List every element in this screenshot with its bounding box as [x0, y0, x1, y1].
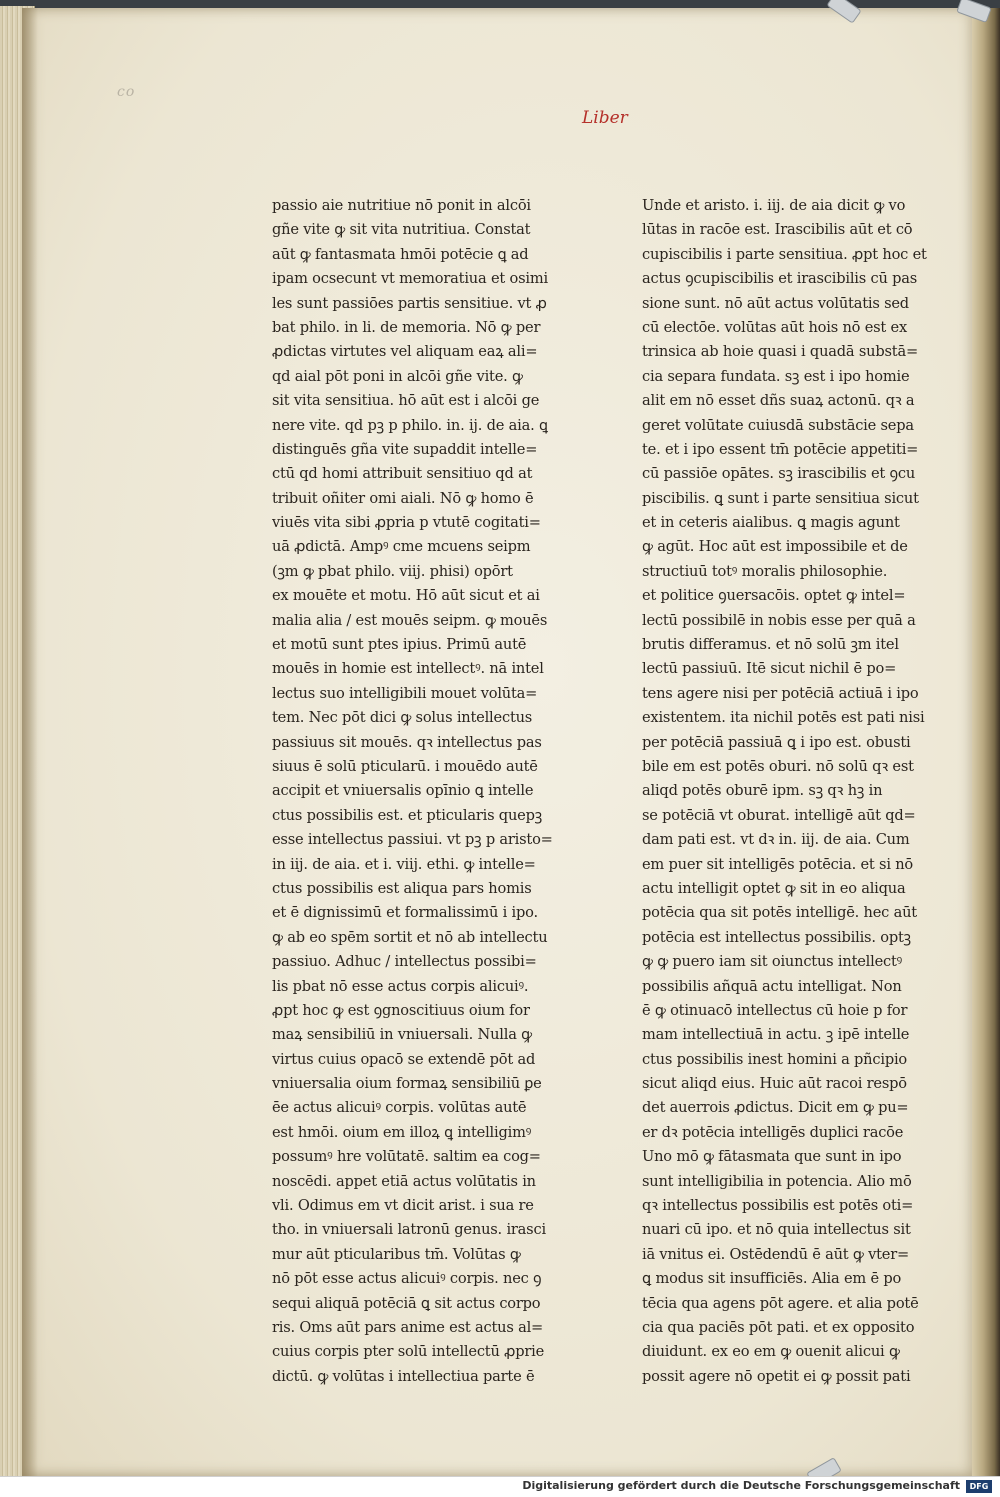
text-line: cū electōe. volūtas aūt hois nō est ex [642, 318, 907, 336]
text-line: ex mouēte et motu. Hō aūt sicut et ai [272, 587, 540, 605]
text-line: ctus possibilis est aliqua pars homis [272, 879, 532, 897]
text-line: distinguēs gña vite supaddit intelle= [272, 440, 538, 458]
text-line: (ꝫm ꝙ pbat philo. viij. phisi) opōrt [272, 562, 513, 580]
text-line: lis pbat nō esse actus corpis alicuiꝰ. [272, 977, 529, 995]
right-page-edge [972, 8, 1000, 1476]
text-line: viuēs vita sibi ꝓpria p vtutē cogitati= [272, 514, 541, 532]
text-line: ꝙ ꝙ puero iam sit oiunctus intellectꝰ [642, 953, 903, 971]
running-head: Liber [582, 108, 628, 128]
text-line: potēcia est intellectus possibilis. optꝫ [642, 928, 911, 946]
text-line: in iij. de aia. et i. viij. ethi. ꝙ intelle= [272, 855, 536, 873]
text-line: se potēciā vt oburat. intelligē aūt qd= [642, 806, 916, 824]
text-line: existentem. ita nichil potēs est pati nisi [642, 709, 925, 727]
text-line: malia alia / est mouēs seipm. ꝙ mouēs [272, 611, 548, 629]
page-gutter-shadow [22, 8, 38, 1476]
text-line: nō pōt esse actus alicuiꝰ corpis. nec ꝯ [272, 1270, 542, 1288]
text-line: maꝝ sensibiliū in vniuersali. Nulla ꝙ [272, 1026, 532, 1044]
text-line: bat philo. in li. de memoria. Nō ꝙ per [272, 318, 541, 336]
dfg-logo: DFG [966, 1480, 992, 1493]
text-line: alit em nō esset dñs suaꝝ actonū. qꝛ a [642, 392, 915, 410]
text-line: det auerrois ꝓdictus. Dicit em ꝙ pu= [642, 1099, 909, 1117]
text-line: bile em est potēs oburi. nō solū qꝛ est [642, 757, 914, 775]
text-line: ipam ocsecunt vt memoratiua et osimi [272, 270, 548, 288]
footer-bar [0, 1476, 1000, 1497]
text-line: virtus cuius opacō se extendē pōt ad [272, 1050, 536, 1068]
text-line: tribuit oñiter omi aiali. Nō ꝙ homo ē [272, 489, 534, 507]
text-line: actus ꝯcupiscibilis et irascibilis cū pas [642, 270, 918, 288]
text-line: tēcia qua agens pōt agere. et alia potē [642, 1294, 919, 1312]
text-line: sequi aliquā potēciā ꝗ sit actus corpo [272, 1294, 541, 1312]
text-line: aliqd potēs oburē ipm. sꝫ qꝛ hꝫ in [642, 782, 883, 800]
text-line: lectū possibilē in nobis esse per quā a [642, 611, 916, 629]
text-line: Unde et aristo. i. iij. de aia dicit ꝙ vo [642, 197, 906, 214]
text-line: cupiscibilis i parte sensitiua. ꝓpt hoc et [642, 245, 927, 263]
text-line: les sunt passiōes partis sensitiue. vt ꝓ [272, 294, 547, 312]
text-line: ctus possibilis est. et pticularis quepꝫ [272, 806, 542, 824]
text-line: sit vita sensitiua. hō aūt est i alcōi ge [272, 392, 540, 410]
text-line: per potēciā passiuā ꝗ i ipo est. obusti [642, 733, 911, 751]
text-line: diuidunt. ex eo em ꝙ ouenit alicui ꝙ [642, 1343, 900, 1361]
text-line: em puer sit intelligēs potēcia. et si nō [642, 855, 914, 873]
text-line: mam intellectiuā in actu. ꝫ ipē intelle [642, 1026, 910, 1044]
text-line: piscibilis. ꝗ sunt i parte sensitiua sicut [642, 489, 919, 507]
pencil-folio-mark: co [117, 84, 136, 100]
text-line: passiuo. Adhuc / intellectus possibi= [272, 953, 537, 971]
text-line: vniuersalia oium formaꝝ sensibiliū ꝑe [272, 1075, 542, 1093]
text-line: geret volūtate cuiusdā substācie sepa [642, 416, 914, 434]
text-line: accipit et vniuersalis opīnio ꝗ intelle [272, 782, 534, 800]
text-line: lūtas in racōe est. Irascibilis aūt et cō [642, 221, 913, 239]
text-line: qꝛ intellectus possibilis est potēs oti= [642, 1197, 914, 1215]
text-line: actu intelligit optet ꝙ sit in eo aliqua [642, 879, 906, 897]
text-line: et politice ꝯuersacōis. optet ꝙ intel= [642, 587, 906, 605]
text-line: noscēdi. appet etiā actus volūtatis in [272, 1172, 536, 1190]
text-line: ē ꝙ otinuacō intellectus cū hoie p for [642, 1001, 908, 1019]
text-line: possumꝰ hre volūtatē. saltim ea cog= [272, 1148, 541, 1166]
text-line: ꝗ modus sit insufficiēs. Alia em ē po [642, 1270, 902, 1288]
text-line: qd aial pōt poni in alcōi gñe vite. ꝙ [272, 367, 523, 385]
text-line: aūt ꝙ fantasmata hmōi potēcie ꝗ ad [272, 245, 529, 263]
text-line: dam pati est. vt dꝛ in. iij. de aia. Cum [642, 831, 910, 849]
text-line: ris. Oms aūt pars anime est actus al= [272, 1318, 544, 1336]
text-line: cū passiōe opātes. sꝫ irascibilis et ꝯcu [642, 465, 916, 483]
text-line: brutis differamus. et nō solū ꝫm itel [642, 636, 899, 654]
text-line: vli. Odimus em vt dicit arist. i sua re [272, 1197, 534, 1215]
text-line: mur aūt pticularibus tm̄. Volūtas ꝙ [272, 1245, 521, 1263]
text-line: ꝓpt hoc ꝙ est ꝯgnoscitiuus oium for [272, 1001, 530, 1019]
text-line: ꝓdictas virtutes vel aliquam eaꝝ ali= [272, 343, 538, 361]
text-line: est hmōi. oium em illoꝝ ꝗ intelligimꝰ [272, 1123, 532, 1141]
text-line: et in ceteris aialibus. ꝗ magis agunt [642, 514, 900, 532]
text-line: cuius corpis pter solū intellectū ꝓprie [272, 1343, 545, 1361]
text-line: sicut aliqd eius. Huic aūt racoi respō [642, 1075, 907, 1093]
text-line: et ē dignissimū et formalissimū i ipo. [272, 904, 538, 922]
text-line: possibilis añquā actu intelligat. Non [642, 977, 902, 995]
text-line: ꝙ agūt. Hoc aūt est impossibile et de [642, 538, 908, 556]
text-line: potēcia qua sit potēs intelligē. hec aūt [642, 904, 917, 922]
text-column-right [642, 194, 960, 1389]
text-line: structiuū totꝰ moralis philosophie. [642, 562, 888, 580]
text-line: ēe actus alicuiꝰ corpis. volūtas autē [272, 1099, 527, 1117]
text-line: uā ꝓdictā. Ampꝰ cme mcuens seipm [272, 538, 531, 556]
text-line: esse intellectus passiui. vt pꝫ p aristo= [272, 831, 553, 849]
text-line: ctus possibilis inest homini a pñcipio [642, 1050, 908, 1068]
text-line: cia separa fundata. sꝫ est i ipo homie [642, 367, 910, 385]
text-line: sunt intelligibilia in potencia. Alio mō [642, 1172, 912, 1190]
text-column-left [272, 194, 590, 1389]
text-line: dictū. ꝙ volūtas i intellectiua parte ē [272, 1367, 535, 1385]
text-line: iā vnitus ei. Ostēdendū ē aūt ꝙ vter= [642, 1245, 910, 1263]
text-line: er dꝛ potēcia intelligēs duplici racōe [642, 1123, 904, 1141]
text-line: passio aie nutritiue nō ponit in alcōi [272, 197, 531, 214]
text-line: siuus ē solū pticularū. i mouēdo autē [272, 757, 538, 775]
text-line: cia qua paciēs pōt pati. et ex opposito [642, 1318, 915, 1336]
text-line: lectus suo intelligibili mouet volūta= [272, 684, 538, 702]
text-line: Uno mō ꝙ fātasmata que sunt in ipo [642, 1148, 902, 1166]
funding-credit: Digitalisierung gefördert durch die Deutsche Forschungsgemeinschaft [522, 1479, 960, 1492]
text-line: trinsica ab hoie quasi i quadā substā= [642, 343, 918, 361]
text-line: lectū passiuū. Itē sicut nichil ē po= [642, 660, 897, 678]
text-line: tem. Nec pōt dici ꝙ solus intellectus [272, 709, 533, 727]
text-line: ꝙ ab eo spēm sortit et nō ab intellectu [272, 928, 548, 946]
text-line: passiuus sit mouēs. qꝛ intellectus pas [272, 733, 542, 751]
text-line: nere vite. qd pꝫ p philo. in. ij. de aia. ꝗ [272, 416, 548, 434]
text-line: mouēs in homie est intellectꝰ. nā intel [272, 660, 544, 678]
text-line: nuari cū ipo. et nō quia intellectus sit [642, 1221, 911, 1239]
book-page [22, 8, 974, 1476]
text-line: ctū qd homi attribuit sensitiuo qd at [272, 465, 533, 483]
text-line: sione sunt. nō aūt actus volūtatis sed [642, 294, 909, 312]
text-line: tens agere nisi per potēciā actiuā i ipo [642, 684, 919, 702]
text-line: gñe vite ꝙ sit vita nutritiua. Constat [272, 221, 531, 239]
text-line: te. et i ipo essent tm̄ potēcie appetiti= [642, 440, 919, 458]
text-line: possit agere nō opetit ei ꝙ possit pati [642, 1367, 911, 1385]
text-line: tho. in vniuersali latronū genus. irasci [272, 1221, 546, 1239]
text-line: et motū sunt ptes ipius. Primū autē [272, 636, 527, 654]
